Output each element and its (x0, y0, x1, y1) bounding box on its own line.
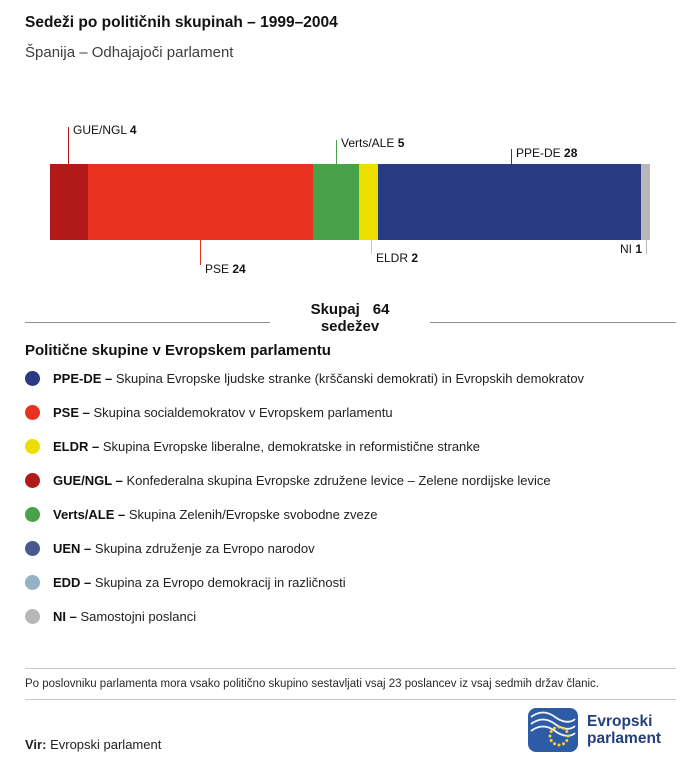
leader-line-eldr (371, 240, 372, 254)
bar-segment-ni (641, 164, 650, 240)
bar-label-eldr: ELDR 2 (376, 251, 419, 265)
legend-item-text: GUE/NGL – Konfederalna skupina Evropske združene levice – Zelene nordijske levice (53, 473, 551, 488)
footnote: Po poslovniku parlamenta mora vsako politično skupino sestavljati vsaj 23 poslancev iz vsaj sedmih držav članic. (25, 668, 676, 700)
legend-list (25, 371, 685, 643)
bar-label-pse: PSE 24 (205, 262, 246, 276)
total-label: Skupaj (310, 301, 360, 318)
legend-item-gue-ngl (25, 473, 685, 488)
legend-item-text: PSE – Skupina socialdemokratov v Evropskem parlamentu (53, 405, 393, 420)
total-seats (250, 301, 450, 335)
legend-color-dot (25, 575, 40, 590)
logo-line1: Evropski (587, 713, 653, 730)
leader-line-ni (646, 240, 647, 254)
legend-color-dot (25, 371, 40, 386)
bar-label-ni: NI 1 (619, 242, 642, 256)
legend-item-uen (25, 541, 685, 556)
bar-label-ppe-de: PPE-DE 28 (516, 146, 578, 160)
legend-item-text: EDD – Skupina za Evropo demokracij in različnosti (53, 575, 346, 590)
seat-bar (50, 164, 650, 240)
legend-item-edd (25, 575, 685, 590)
page-title: Sedeži po političnih skupinah – 1999–2004 (25, 14, 338, 31)
legend-color-dot (25, 473, 40, 488)
legend-item-text: Verts/ALE – Skupina Zelenih/Evropske svobodne zveze (53, 507, 378, 522)
legend-item-verts-ale (25, 507, 685, 522)
source (25, 737, 161, 752)
legend-item-text: NI – Samostojni poslanci (53, 609, 197, 624)
legend-item-ppe-de (25, 371, 685, 386)
total-unit: sedežev (320, 318, 380, 335)
legend-item-pse (25, 405, 685, 420)
total-line1 (250, 301, 450, 318)
leader-line-verts-ale (336, 140, 337, 165)
legend-title: Politične skupine v Evropskem parlamentu (25, 342, 331, 359)
legend-color-dot (25, 609, 40, 624)
leader-line-gue-ngl (68, 127, 69, 165)
legend-item-text: PPE-DE – Skupina Evropske ljudske stranke (krščanski demokrati) in Evropskih demokratov (53, 371, 585, 386)
total-divider-right (430, 322, 676, 323)
seat-chart (0, 0, 700, 300)
legend-color-dot (25, 405, 40, 420)
total-value: 64 (372, 301, 390, 318)
legend-item-text: ELDR – Skupina Evropske liberalne, demokratske in reformistične stranke (53, 439, 481, 454)
logo-line2: parlament (587, 730, 662, 747)
source-text: Evropski parlament (50, 737, 162, 752)
legend-item-eldr (25, 439, 685, 454)
ep-logo-text (587, 713, 661, 747)
bar-label-gue-ngl: GUE/NGL 4 (73, 123, 137, 137)
source-label: Vir: (25, 737, 47, 752)
leader-line-ppe-de (511, 149, 512, 165)
legend-item-ni (25, 609, 685, 624)
total-divider-left (25, 322, 270, 323)
legend-color-dot (25, 439, 40, 454)
ep-logo-icon (528, 708, 578, 752)
bar-segment-gue-ngl (50, 164, 88, 240)
legend-color-dot (25, 507, 40, 522)
bar-segment-pse (88, 164, 313, 240)
page-subtitle: Španija – Odhajajoči parlament (25, 44, 234, 61)
leader-line-pse (200, 240, 201, 265)
bar-label-verts-ale: Verts/ALE 5 (341, 136, 405, 150)
ep-logo (528, 708, 661, 752)
legend-item-text: UEN – Skupina združenje za Evropo narodov (53, 541, 315, 556)
bar-segment-verts-ale (313, 164, 360, 240)
legend-color-dot (25, 541, 40, 556)
bar-segment-ppe-de (378, 164, 641, 240)
bar-segment-eldr (359, 164, 378, 240)
